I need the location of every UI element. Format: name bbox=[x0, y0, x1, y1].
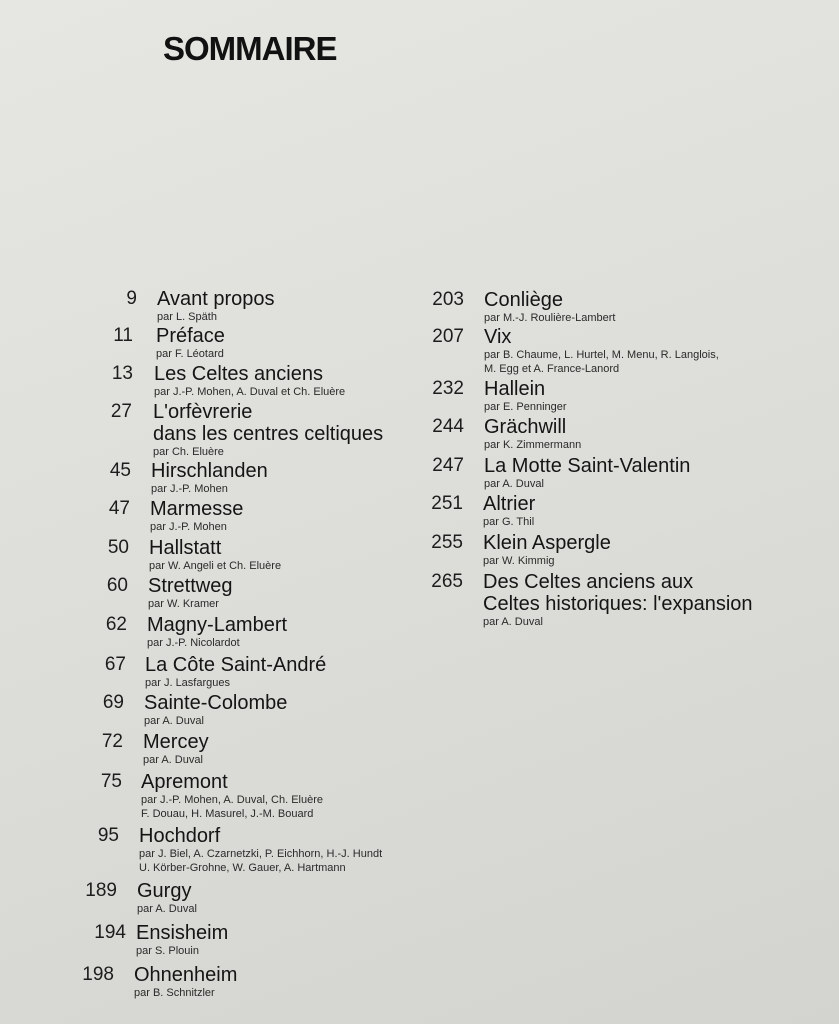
entry-title bbox=[483, 493, 535, 515]
entry-title bbox=[154, 363, 345, 385]
contents-entry bbox=[432, 289, 616, 325]
entry-page-number: 247 bbox=[432, 455, 464, 476]
entry-title-line: Mercey bbox=[143, 731, 209, 753]
entry-author-line: par J.-P. Mohen bbox=[151, 483, 228, 495]
entry-title-line: Ensisheim bbox=[136, 922, 229, 944]
entry-page-number: 265 bbox=[431, 571, 463, 592]
entry-authors bbox=[483, 515, 535, 529]
entry-title bbox=[141, 771, 323, 793]
entry-authors bbox=[137, 902, 197, 916]
contents-entry bbox=[126, 288, 275, 324]
entry-author-line: par A. Duval bbox=[484, 478, 544, 490]
entry-author-line: par Ch. Eluère bbox=[153, 446, 224, 458]
entry-author-line: par L. Späth bbox=[157, 311, 217, 323]
entry-author-line: par J.-P. Mohen, A. Duval, Ch. Eluère bbox=[141, 794, 323, 806]
entry-title bbox=[145, 654, 326, 676]
contents-entry bbox=[100, 771, 323, 821]
entry-title-line: Hirschlanden bbox=[151, 460, 268, 482]
entry-author-line: par A. Duval bbox=[483, 616, 543, 628]
entry-page-number: 45 bbox=[109, 460, 131, 481]
contents-entry bbox=[109, 460, 268, 496]
entry-title-line: Hochdorf bbox=[139, 825, 221, 847]
entry-title-line: Strettweg bbox=[148, 575, 233, 597]
entry-title-line: Marmesse bbox=[150, 498, 244, 520]
entry-title-line: Klein Aspergle bbox=[483, 532, 611, 554]
entry-page-number: 95 bbox=[97, 825, 119, 846]
entry-author-line: par B. Schnitzler bbox=[134, 987, 215, 999]
entry-title-line: Vix bbox=[484, 326, 512, 348]
entry-title-line: Les Celtes anciens bbox=[154, 363, 323, 385]
entry-author-line: par W. Angeli et Ch. Eluère bbox=[149, 560, 282, 572]
entry-author-line: par A. Duval bbox=[143, 754, 203, 766]
entry-authors bbox=[147, 636, 287, 650]
entry-title-line: Préface bbox=[156, 325, 225, 347]
entry-author-line: par A. Duval bbox=[137, 903, 197, 915]
entry-title-line: Ohnenheim bbox=[134, 964, 238, 986]
contents-entry bbox=[106, 575, 233, 611]
entry-title bbox=[483, 532, 611, 554]
contents-entry bbox=[432, 416, 582, 452]
entry-title bbox=[136, 922, 228, 944]
entry-page-number: 27 bbox=[110, 401, 132, 422]
entry-author-line: par A. Duval bbox=[144, 715, 204, 727]
entry-title-line: Grächwill bbox=[484, 416, 567, 438]
contents-entry bbox=[432, 378, 567, 414]
entry-authors bbox=[143, 753, 209, 767]
contents-entry bbox=[105, 614, 288, 650]
entry-author-line: U. Körber-Grohne, W. Gauer, A. Hartmann bbox=[139, 862, 346, 874]
entry-page-number: 60 bbox=[106, 575, 128, 596]
entry-page-number: 189 bbox=[85, 880, 117, 901]
entry-page-number: 67 bbox=[104, 654, 126, 675]
entry-authors bbox=[144, 714, 287, 728]
entry-author-line: par K. Zimmermann bbox=[484, 439, 582, 451]
contents-entry bbox=[113, 325, 225, 361]
entry-title-line: Des Celtes anciens aux bbox=[483, 571, 694, 593]
contents-entry bbox=[102, 692, 288, 728]
entry-authors bbox=[483, 615, 753, 629]
entry-authors bbox=[484, 348, 719, 376]
entry-title-line: La Motte Saint-Valentin bbox=[484, 455, 691, 477]
contents-entry bbox=[107, 537, 282, 573]
entry-title bbox=[147, 614, 287, 636]
entry-page-number: 47 bbox=[108, 498, 130, 519]
contents-entry bbox=[97, 825, 383, 875]
entry-title bbox=[150, 498, 243, 520]
entry-title bbox=[144, 692, 287, 714]
contents-entry bbox=[110, 401, 384, 459]
entry-author-line: par J. Biel, A. Czarnetzki, P. Eichhorn, H.-J. Hundt bbox=[139, 848, 383, 860]
entry-authors bbox=[156, 347, 225, 361]
contents-entry bbox=[432, 455, 691, 491]
contents-entry bbox=[432, 326, 719, 376]
entry-author-line: par W. Kimmig bbox=[483, 555, 555, 567]
entry-page-number: 50 bbox=[107, 537, 129, 558]
entry-title-line: Sainte-Colombe bbox=[144, 692, 288, 714]
entry-page-number: 72 bbox=[101, 731, 123, 752]
entry-title bbox=[139, 825, 382, 847]
entry-page-number: 207 bbox=[432, 326, 464, 347]
entry-title bbox=[484, 289, 615, 311]
entry-title-line: L'orfèvrerie bbox=[153, 401, 253, 423]
entry-title-line: dans les centres celtiques bbox=[153, 423, 384, 445]
contents-entry bbox=[108, 498, 244, 534]
entry-title bbox=[143, 731, 209, 753]
entry-author-line: M. Egg et A. France-Lanord bbox=[484, 363, 620, 375]
entry-authors bbox=[150, 520, 243, 534]
entry-author-line: par J. Lasfargues bbox=[145, 677, 230, 689]
entry-title bbox=[157, 288, 275, 310]
entry-author-line: par E. Penninger bbox=[484, 401, 567, 413]
entry-authors bbox=[157, 310, 275, 324]
entry-title bbox=[149, 537, 281, 559]
entry-title-line: Apremont bbox=[141, 771, 228, 793]
entry-author-line: par B. Chaume, L. Hurtel, M. Menu, R. Langlois, bbox=[484, 349, 719, 361]
contents-entry bbox=[94, 922, 229, 958]
entry-page-number: 194 bbox=[94, 922, 126, 943]
entry-page-number: 62 bbox=[105, 614, 127, 635]
entry-author-line: par J.-P. Nicolardot bbox=[147, 637, 240, 649]
entry-page-number: 9 bbox=[126, 288, 137, 309]
entry-author-line: par J.-P. Mohen bbox=[150, 521, 227, 533]
entry-title bbox=[483, 571, 753, 615]
entry-authors bbox=[484, 477, 690, 491]
entry-title-line: Avant propos bbox=[157, 288, 275, 310]
entry-authors bbox=[145, 676, 326, 690]
entry-authors bbox=[139, 847, 382, 875]
entry-authors bbox=[484, 400, 567, 414]
entry-title-line: Gurgy bbox=[137, 880, 192, 902]
entry-title-line: Hallein bbox=[484, 378, 546, 400]
entry-author-line: par J.-P. Mohen, A. Duval et Ch. Eluère bbox=[154, 386, 346, 398]
contents-entry bbox=[82, 964, 238, 1000]
entry-title bbox=[134, 964, 237, 986]
contents-entry bbox=[101, 731, 209, 767]
entry-author-line: par S. Plouin bbox=[136, 945, 199, 957]
entry-authors bbox=[149, 559, 281, 573]
entry-title bbox=[137, 880, 197, 902]
entry-page-number: 13 bbox=[111, 363, 133, 384]
contents-entry bbox=[85, 880, 197, 916]
entry-page-number: 244 bbox=[432, 416, 464, 437]
entry-author-line: par G. Thil bbox=[483, 516, 535, 528]
entry-page-number: 75 bbox=[100, 771, 122, 792]
entry-page-number: 203 bbox=[432, 289, 464, 310]
entry-page-number: 198 bbox=[82, 964, 114, 985]
entry-authors bbox=[483, 554, 611, 568]
entry-authors bbox=[484, 311, 615, 325]
entry-author-line: par W. Kramer bbox=[148, 598, 219, 610]
entry-title-line: Hallstatt bbox=[149, 537, 222, 559]
entry-authors bbox=[136, 944, 228, 958]
entry-authors bbox=[141, 793, 323, 821]
entry-title bbox=[484, 378, 567, 400]
entry-title bbox=[148, 575, 232, 597]
entry-title-line: Magny-Lambert bbox=[147, 614, 288, 636]
contents-entry bbox=[431, 532, 611, 568]
entry-authors bbox=[153, 445, 383, 459]
entry-authors bbox=[148, 597, 232, 611]
contents-entry bbox=[431, 493, 536, 529]
entry-page-number: 11 bbox=[113, 325, 133, 346]
entry-title bbox=[484, 416, 581, 438]
entry-title bbox=[484, 326, 719, 348]
entry-title bbox=[153, 401, 383, 445]
entry-author-line: par F. Léotard bbox=[156, 348, 224, 360]
entry-title bbox=[484, 455, 690, 477]
entry-page-number: 251 bbox=[431, 493, 463, 514]
entry-page-number: 232 bbox=[432, 378, 464, 399]
entry-title bbox=[151, 460, 268, 482]
entry-authors bbox=[134, 986, 237, 1000]
entry-title-line: La Côte Saint-André bbox=[145, 654, 327, 676]
contents-entry bbox=[104, 654, 327, 690]
entry-authors bbox=[151, 482, 268, 496]
entry-authors bbox=[154, 385, 345, 399]
page-title: SOMMAIRE bbox=[163, 30, 337, 67]
entry-author-line: par M.-J. Roulière-Lambert bbox=[484, 312, 616, 324]
entry-title-line: Celtes historiques: l'expansion bbox=[483, 593, 753, 615]
entry-page-number: 255 bbox=[431, 532, 463, 553]
entry-title bbox=[156, 325, 225, 347]
entry-title-line: Conliège bbox=[484, 289, 563, 311]
entry-authors bbox=[484, 438, 581, 452]
contents-entry bbox=[111, 363, 346, 399]
entry-title-line: Altrier bbox=[483, 493, 536, 515]
entry-page-number: 69 bbox=[102, 692, 124, 713]
contents-entry bbox=[431, 571, 753, 629]
entry-author-line: F. Douau, H. Masurel, J.-M. Bouard bbox=[141, 808, 314, 820]
